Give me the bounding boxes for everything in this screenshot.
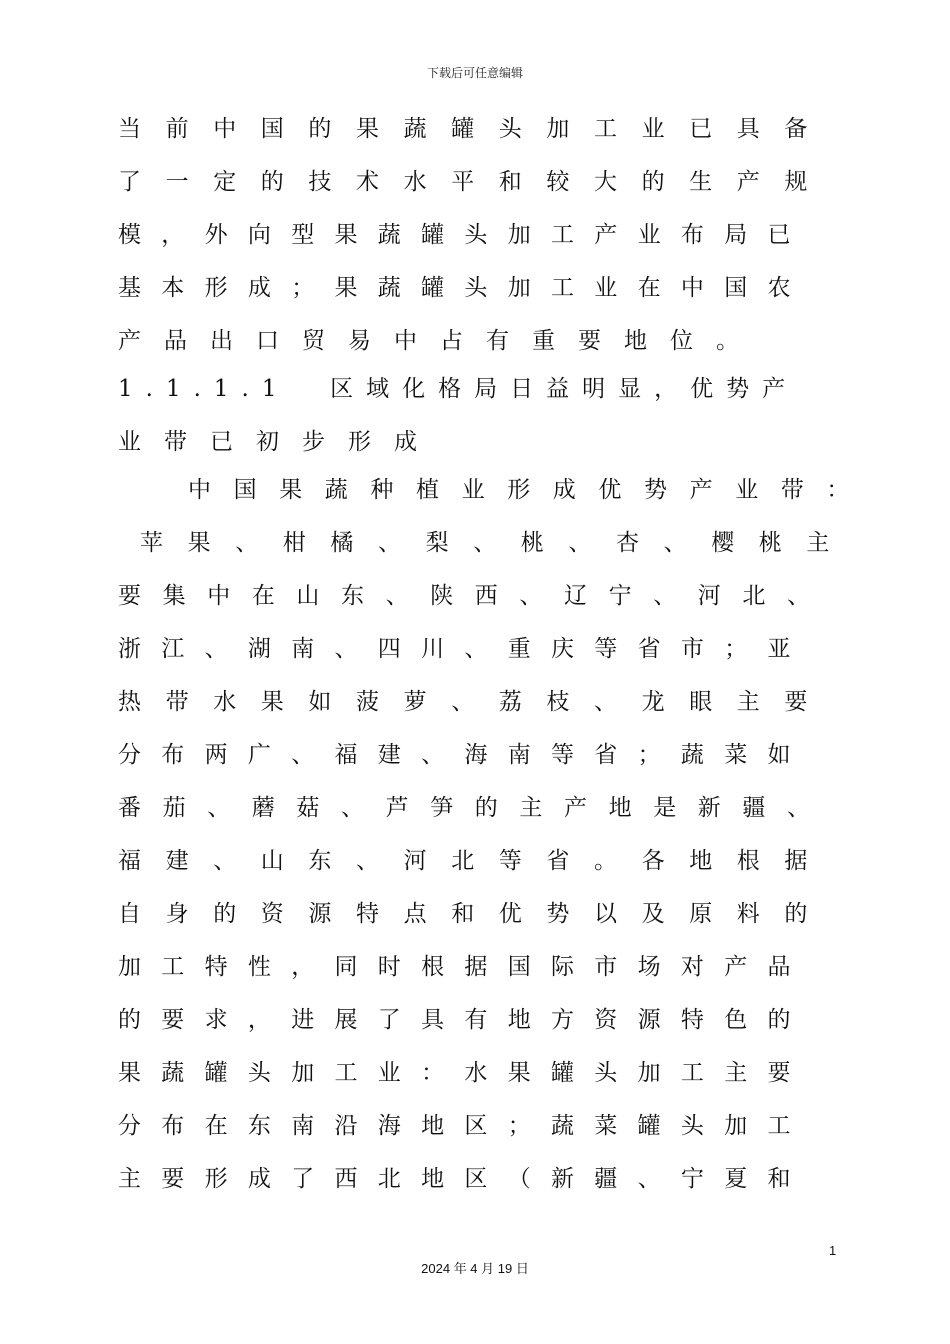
section-heading: 业带已初步形成 [118, 429, 440, 455]
section-heading: 1.1.1.1 区域化格局日益明显，优势产 [118, 376, 799, 402]
text-line: 苹果、柑橘、梨、桃、杏、樱桃主 [140, 530, 854, 556]
text-line: 热带水果如菠萝、荔枝、龙眼主要 [118, 689, 832, 715]
footer-date: 2024 年 4 月 19 日 [421, 1261, 529, 1276]
text-line: 分布在东南沿海地区；蔬菜罐头加工 [118, 1113, 811, 1139]
text-line: 模，外向型果蔬罐头加工产业布局已 [118, 222, 811, 248]
text-line: 浙江、湖南、四川、重庆等省市；亚 [118, 636, 811, 662]
text-line: 中国果蔬种植业形成优势产业带： [188, 477, 872, 503]
text-line: 加工特性，同时根据国际市场对产品 [118, 954, 811, 980]
text-line: 主要形成了西北地区（新疆、宁夏和 [118, 1166, 811, 1192]
text-line: 果蔬罐头加工业：水果罐头加工主要 [118, 1060, 811, 1086]
page-number: 1 [829, 1243, 837, 1258]
text-line: 自身的资源特点和优势以及原料的 [118, 901, 832, 927]
text-line: 的要求，进展了具有地方资源特色的 [118, 1007, 811, 1033]
text-line: 番茄、蘑菇、芦笋的主产地是新疆、 [118, 795, 832, 821]
text-line: 产品出口贸易中占有重要地位。 [118, 328, 762, 354]
text-line: 福建、山东、河北等省。各地根据 [118, 848, 832, 874]
text-line: 当前中国的果蔬罐头加工业已具备 [118, 116, 832, 142]
text-line: 基本形成；果蔬罐头加工业在中国农 [118, 275, 811, 301]
page-header: 下载后可任意编辑 [426, 66, 523, 80]
text-line: 要集中在山东、陕西、辽宁、河北、 [118, 583, 832, 609]
text-line: 分布两广、福建、海南等省；蔬菜如 [118, 742, 811, 768]
text-line: 了一定的技术水平和较大的生产规 [118, 169, 832, 195]
